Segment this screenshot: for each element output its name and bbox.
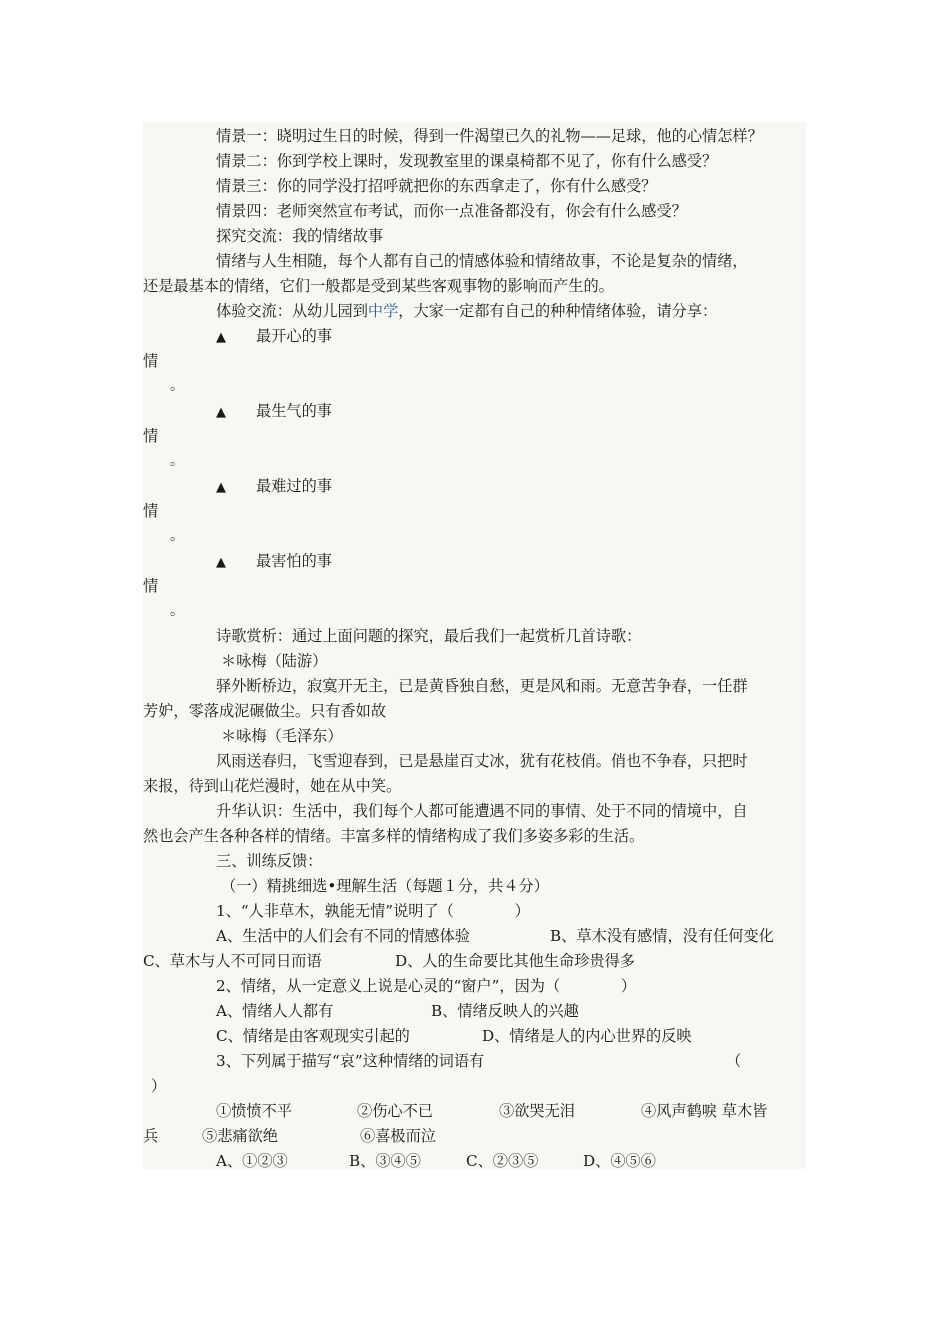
experience-text-end: ，大家一定都有自己的种种情绪体验，请分享： [398,302,718,320]
scenario-2: 情景二：你到学校上课时，发现教室里的课桌椅都不见了，你有什么感受？ [216,152,718,170]
share-label: 最难过的事 [256,477,332,495]
triangle-icon: ▲ [216,555,226,570]
share-word: 情 [143,352,159,370]
scenario-1: 情景一：晓明过生日的时候，得到一件渴望已久的礼物——足球，他的心情怎样？ [216,127,763,145]
q1-option-a: A、生活中的人们会有不同的情感体验 [216,927,470,945]
q1-option-c: C、草木与人不可同日而语 [143,952,322,970]
share-end-mark: 。 [170,453,184,469]
q3-item-6: ⑥喜极而泣 [360,1127,436,1145]
paragraph-line: 然也会产生各种各样的情绪。丰富多样的情绪构成了我们多姿多彩的生活。 [143,827,645,845]
section-training: 三、训练反馈： [216,852,323,870]
share-item-happy [216,326,332,348]
q3-paren-close: ） [151,1077,167,1095]
poem-title-luyou: ＊咏梅（陆游） [221,652,328,670]
share-item-angry [216,401,332,423]
q3-option-d: D、④⑤⑥ [583,1152,656,1170]
share-item-fear [216,551,332,573]
share-end-mark: 。 [170,603,184,619]
poem-line: 驿外断桥边，寂寞开无主，已是黄昏独自愁，更是风和雨。无意苦争春，一任群 [216,677,748,695]
q2-option-a: A、情绪人人都有 [216,1002,334,1020]
q3-item-5: ⑤悲痛欲绝 [202,1127,278,1145]
document-body [143,122,806,1169]
poem-line: 风雨送春归，飞雪迎春到，已是悬崖百丈冰，犹有花枝俏。俏也不争春，只把时 [216,752,748,770]
triangle-icon: ▲ [216,405,226,420]
q3-paren-open: （ [726,1052,742,1070]
q3-item-3: ③欲哭无泪 [499,1102,575,1120]
share-label: 最生气的事 [256,402,332,420]
scenario-4: 情景四：老师突然宣布考试，而你一点准备都没有，你会有什么感受？ [216,202,687,220]
paragraph-line: 情绪与人生相随，每个人都有自己的情感体验和情绪故事，不论是复杂的情绪， [216,252,748,270]
paragraph-line: 还是最基本的情绪，它们一般都是受到某些客观事物的影响而产生的。 [143,277,614,295]
q2-option-c: C、情绪是由客观现实引起的 [216,1027,410,1045]
triangle-icon: ▲ [216,330,226,345]
q3-item-4-cont: 兵 [143,1127,159,1145]
question-1: 1、“人非草木，孰能无情”说明了（ ） [216,902,530,920]
poem-line: 芳妒，零落成泥碾做尘。只有香如故 [143,702,386,720]
section-explore: 探究交流：我的情绪故事 [216,227,384,245]
q3-option-c: C、②③⑤ [466,1152,539,1170]
poem-line: 来报，待到山花烂漫时，她在从中笑。 [143,777,402,795]
q1-option-b: B、草木没有感情，没有任何变化 [550,927,774,945]
share-end-mark: 。 [170,378,184,394]
q3-item-1: ①愤愤不平 [216,1102,292,1120]
share-label: 最开心的事 [256,327,332,345]
middle-school-link[interactable]: 中学 [367,302,399,320]
question-3: 3、下列属于描写“哀”这种情绪的词语有 [216,1052,485,1070]
experience-line [216,301,717,321]
section-poetry: 诗歌赏析：通过上面问题的探究，最后我们一起赏析几首诗歌： [216,627,642,645]
q3-option-b: B、③④⑤ [349,1152,421,1170]
q3-item-2: ②伤心不已 [357,1102,433,1120]
section-sublimation: 升华认识：生活中，我们每个人都可能遭遇不同的事情、处于不同的情境中，自 [216,802,748,820]
share-item-sad [216,476,332,498]
q3-option-a: A、①②③ [216,1152,288,1170]
share-word: 情 [143,502,159,520]
poem-title-mao: ＊咏梅（毛泽东） [221,727,343,745]
q2-option-d: D、情绪是人的内心世界的反映 [482,1027,692,1045]
question-2: 2、情绪，从一定意义上说是心灵的“窗户”，因为（ ） [216,977,637,995]
experience-text: 体验交流：从幼儿园到 [216,302,368,320]
share-label: 最害怕的事 [256,552,332,570]
share-end-mark: 。 [170,528,184,544]
scenario-3: 情景三：你的同学没打招呼就把你的东西拿走了，你有什么感受？ [216,177,657,195]
q3-item-4: ④风声鹤唳 草木皆 [641,1102,768,1120]
share-word: 情 [143,427,159,445]
exercise-heading: （一）精挑细选•理解生活（每题１分，共４分） [221,877,549,895]
q1-option-d: D、人的生命要比其他生命珍贵得多 [395,952,635,970]
q2-option-b: B、情绪反映人的兴趣 [431,1002,579,1020]
share-word: 情 [143,577,159,595]
triangle-icon: ▲ [216,480,226,495]
